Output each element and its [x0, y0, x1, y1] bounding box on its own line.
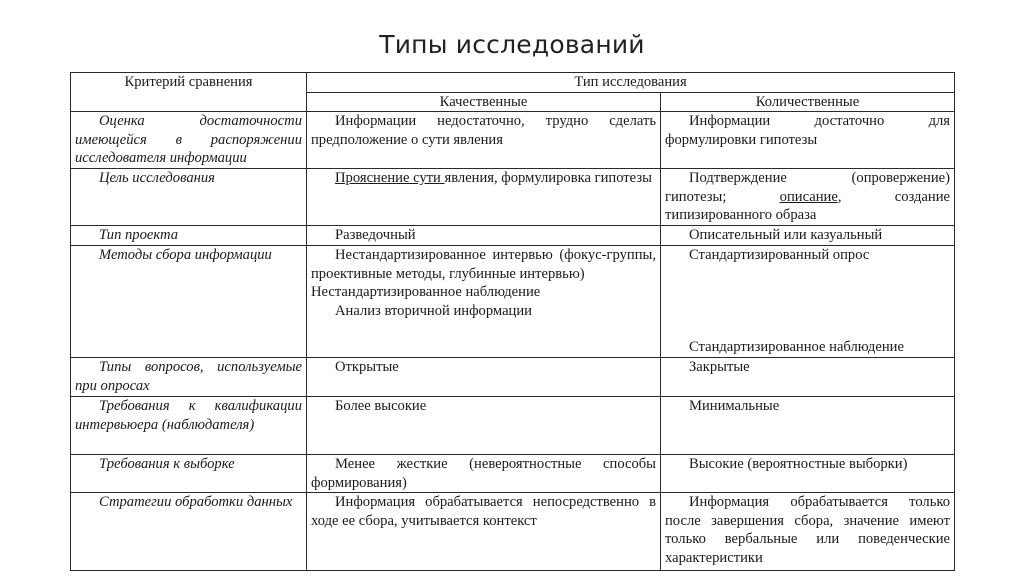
header-criterion: Критерий сравнения — [71, 73, 307, 112]
cell-line: Стандартизированный опрос — [689, 246, 870, 263]
quantitative-cell — [661, 245, 955, 357]
qualitative-cell — [307, 245, 661, 357]
cell-text: явления, формулировка гипотезы — [444, 169, 652, 186]
qualitative-cell: Более высокие — [307, 396, 661, 454]
qualitative-cell — [307, 168, 661, 225]
criterion-cell: Стратегии обработки данных — [71, 493, 307, 571]
cell-line: Нестандартизированное наблюдение — [311, 284, 541, 301]
header-quantitative: Количественные — [661, 92, 955, 112]
table-row — [71, 357, 955, 396]
table-row — [71, 168, 955, 225]
table-row — [71, 454, 955, 492]
table-row — [71, 493, 955, 571]
qualitative-cell: Открытые — [307, 357, 661, 396]
criterion-cell: Цель исследования — [71, 168, 307, 225]
underlined-text: описание — [779, 188, 838, 205]
cell-text: , создание типизированного образа — [665, 188, 951, 224]
cell-text: Подтверждение (опровержение) гипотезы; — [665, 169, 951, 205]
table-row — [71, 396, 955, 454]
table-row — [71, 245, 955, 357]
slide-title: Типы исследований — [379, 30, 645, 59]
criterion-cell: Требования к квалификации интервьюера (наблюдателя) — [71, 396, 307, 454]
table-row — [71, 225, 955, 245]
cell-line: Нестандартизированное интервью (фокус-группы, проективные методы, глубинные интервью) — [311, 246, 656, 282]
underlined-text: Прояснение сути — [335, 169, 445, 186]
qualitative-cell: Разведочный — [307, 225, 661, 245]
criterion-cell: Тип проекта — [71, 225, 307, 245]
criterion-cell: Требования к выборке — [71, 454, 307, 492]
quantitative-cell: Описательный или казуальный — [661, 225, 955, 245]
qualitative-cell: Информация обрабатывается непосредственно в ходе ее сбора, учитывается контекст — [307, 493, 661, 571]
quantitative-cell — [661, 168, 955, 225]
qualitative-cell: Менее жесткие (невероятностные способы формирования) — [307, 454, 661, 492]
quantitative-cell: Информации достаточно для формулировки гипотезы — [661, 112, 955, 169]
criterion-cell: Типы вопросов, используемые при опросах — [71, 357, 307, 396]
criterion-cell: Оценка достаточности имеющейся в распоряжении исследователя информации — [71, 112, 307, 169]
header-research-type: Тип исследования — [307, 73, 955, 93]
criterion-cell: Методы сбора информации — [71, 245, 307, 357]
cell-line: Анализ вторичной информации — [335, 302, 532, 319]
quantitative-cell: Информация обрабатывается только после завершения сбора, значение имеют только вербальные или поведенческие характеристики — [661, 493, 955, 571]
quantitative-cell: Закрытые — [661, 357, 955, 396]
header-qualitative: Качественные — [307, 92, 661, 112]
quantitative-cell: Минимальные — [661, 396, 955, 454]
qualitative-cell: Информации недостаточно, трудно сделать предположение о сути явления — [307, 112, 661, 169]
table-row — [71, 112, 955, 169]
cell-line: Стандартизированное наблюдение — [689, 339, 904, 356]
research-types-table — [70, 72, 955, 571]
quantitative-cell: Высокие (вероятностные выборки) — [661, 454, 955, 492]
